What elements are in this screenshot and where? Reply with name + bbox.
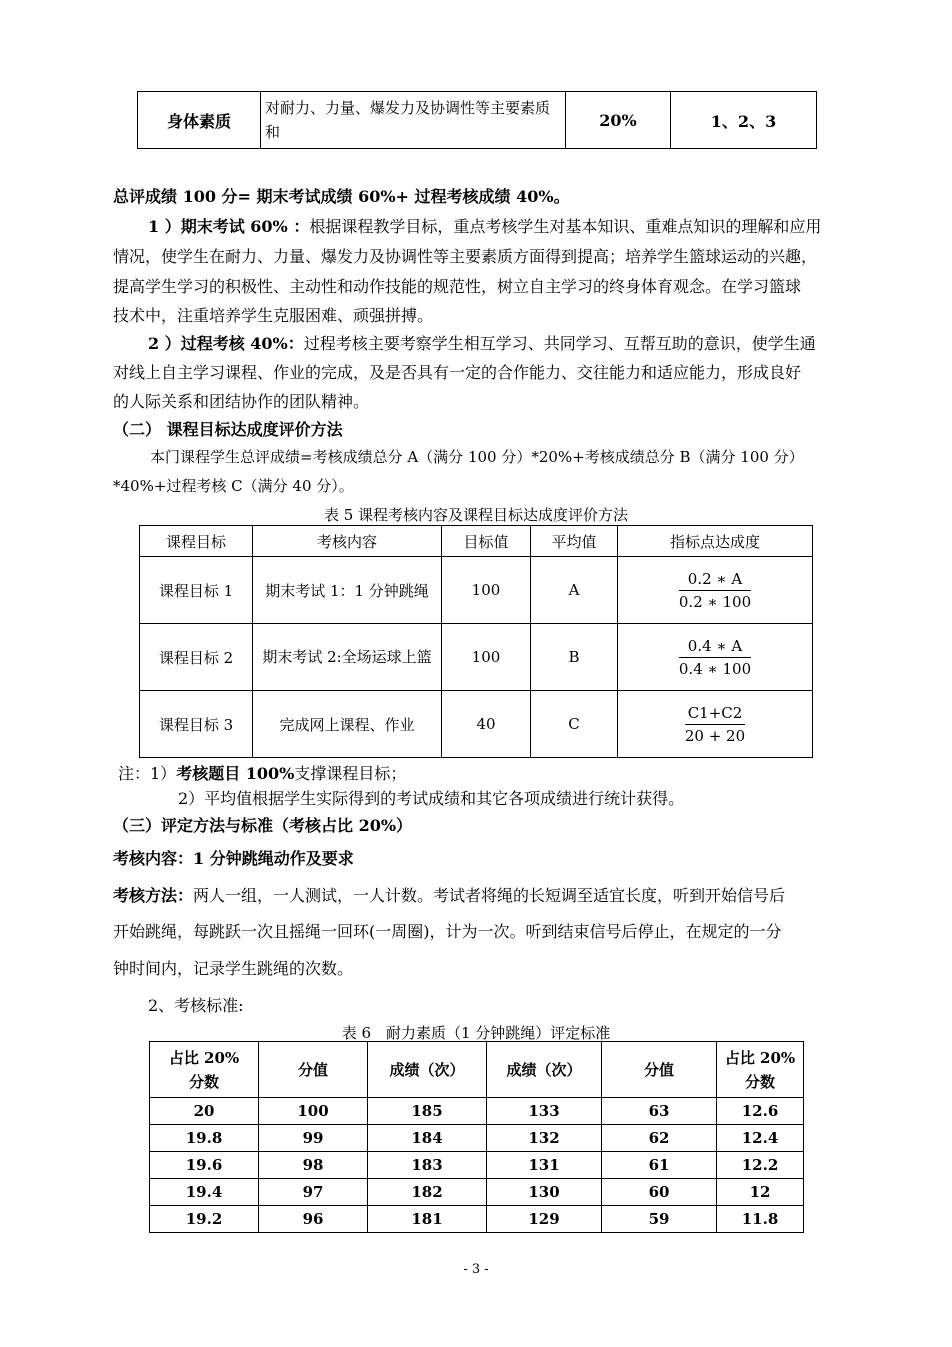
table-cell: 132: [487, 1125, 602, 1152]
table-cell: 62: [602, 1125, 717, 1152]
para1-text-1: 根据课程教学目标，重点考核学生对基本知识、重难点知识的理解和应用: [309, 217, 822, 236]
table-row: [150, 1152, 804, 1179]
table-row: [150, 1206, 804, 1233]
table-cell: 182: [368, 1179, 487, 1206]
t5-degree: [618, 624, 813, 691]
para2-line1: [148, 331, 876, 354]
t5-degree: [618, 557, 813, 624]
note1-prefix: 注：1）: [118, 764, 177, 783]
table-cell: 19.6: [150, 1152, 259, 1179]
table-cell: 19.2: [150, 1206, 259, 1233]
table-cell: 11.8: [717, 1206, 804, 1233]
table-cell: 12: [717, 1179, 804, 1206]
table-cell: 100: [259, 1098, 368, 1125]
table-cell: 133: [487, 1098, 602, 1125]
standard-label: 2、考核标准:: [148, 996, 244, 1015]
table-cell: 129: [487, 1206, 602, 1233]
note-1: [118, 761, 846, 784]
fraction-denominator: 0.2 ∗ 100: [678, 592, 752, 611]
top-cell-goals: 1、2、3: [671, 92, 817, 149]
section3-title: （三）评定方法与标准（考核占比 20%）: [113, 816, 413, 835]
t6-h-result-a: 成绩（次）: [368, 1042, 487, 1098]
top-cell-ratio: 20%: [566, 92, 671, 149]
fraction-denominator: 20 + 20: [684, 726, 746, 745]
section2-line2: *40%+过程考核 C（满分 40 分）。: [113, 477, 354, 495]
table-cell: 19.8: [150, 1125, 259, 1152]
t5-goal: 课程目标 3: [140, 691, 253, 758]
section2-line1: 本门课程学生总评成绩=考核成绩总分 A（满分 100 分）*20%+考核成绩总分 B（满分 100 分）: [150, 448, 804, 466]
exam-method-line3: 钟时间内，记录学生跳绳的次数。: [113, 959, 354, 978]
t5-degree: [618, 691, 813, 758]
para2-head: 2 ）过程考核 40%：: [148, 334, 304, 353]
table-cell: 181: [368, 1206, 487, 1233]
table-cell: 96: [259, 1206, 368, 1233]
fraction: [679, 637, 751, 678]
table-cell: 97: [259, 1179, 368, 1206]
table-row: [140, 624, 813, 691]
table-cell: 183: [368, 1152, 487, 1179]
t5-avg: A: [531, 557, 618, 624]
note1-rest: 支撑课程目标；: [294, 764, 407, 783]
t5-avg: C: [531, 691, 618, 758]
table-cell: 12.4: [717, 1125, 804, 1152]
t5-h-content: 考核内容: [253, 526, 442, 557]
table-cell: 12.2: [717, 1152, 804, 1179]
top-cell-content: 对耐力、力量、爆发力及协调性等主要素质和: [261, 92, 566, 149]
top-table: [137, 91, 817, 149]
table-cell: 184: [368, 1125, 487, 1152]
para2-text-1: 过程考核主要考察学生相互学习、共同学习、互帮互助的意识，使学生通: [303, 334, 816, 353]
table-cell: 98: [259, 1152, 368, 1179]
table-row: [140, 557, 813, 624]
table-cell: 63: [602, 1098, 717, 1125]
t5-target: 100: [442, 557, 531, 624]
table-row: [150, 1098, 804, 1125]
note1-bold: 考核题目 100%: [176, 764, 295, 783]
t6-h-score-a: 占比 20% 分数: [150, 1042, 259, 1098]
para2-line3: 的人际关系和团结协作的团队精神。: [113, 392, 370, 411]
table-cell: 131: [487, 1152, 602, 1179]
t5-h-target: 目标值: [442, 526, 531, 557]
exam-content: 考核内容：1 分钟跳绳动作及要求: [113, 849, 354, 868]
t5-content: 完成网上课程、作业: [253, 691, 442, 758]
table6-header-row: [150, 1042, 804, 1098]
t5-content: 期末考试 2:全场运球上篮: [253, 624, 442, 691]
fraction: [685, 704, 745, 745]
fraction-numerator: 0.4 ∗ A: [679, 637, 751, 658]
table-cell: 59: [602, 1206, 717, 1233]
t5-h-avg: 平均值: [531, 526, 618, 557]
para2-line2: 对线上自主学习课程、作业的完成，及是否具有一定的合作能力、交往能力和适应能力，形成良好: [113, 363, 802, 382]
table5-header-row: [140, 526, 813, 557]
table5-caption: 表 5 课程考核内容及课程目标达成度评价方法: [323, 506, 629, 524]
table-row: [150, 1179, 804, 1206]
t5-goal: 课程目标 2: [140, 624, 253, 691]
fraction: [679, 570, 751, 611]
t6-h-points-a: 分值: [259, 1042, 368, 1098]
exam-method-line2: 开始跳绳，每跳跃一次且摇绳一回环(一周圈)，计为一次。听到结束信号后停止，在规定的一分: [113, 922, 782, 941]
para1-line3: 提高学生学习的积极性、主动性和动作技能的规范性，树立自主学习的终身体育观念。在学习篮球: [113, 277, 802, 296]
table-cell: 61: [602, 1152, 717, 1179]
section2-title: （二） 课程目标达成度评价方法: [113, 420, 343, 439]
fraction-denominator: 0.4 ∗ 100: [678, 659, 752, 678]
table-row: [140, 691, 813, 758]
table5: [139, 525, 813, 758]
table-cell: 60: [602, 1179, 717, 1206]
total-score-line: 总评成绩 100 分= 期末考试成绩 60%+ 过程考核成绩 40%。: [113, 187, 570, 206]
t6-h-points-b: 分值: [602, 1042, 717, 1098]
page-number: - 3 -: [463, 1262, 489, 1277]
table-cell: 12.6: [717, 1098, 804, 1125]
t5-target: 40: [442, 691, 531, 758]
note-2: 2）平均值根据学生实际得到的考试成绩和其它各项成绩进行统计获得。: [178, 789, 685, 808]
t5-target: 100: [442, 624, 531, 691]
table-cell: 20: [150, 1098, 259, 1125]
fraction-numerator: 0.2 ∗ A: [679, 570, 751, 591]
para1-line4: 技术中，注重培养学生克服困难、顽强拼搏。: [113, 306, 434, 325]
top-cell-item: 身体素质: [138, 92, 261, 149]
t5-h-degree: 指标点达成度: [618, 526, 813, 557]
t5-goal: 课程目标 1: [140, 557, 253, 624]
para1-line2: 情况，使学生在耐力、力量、爆发力及协调性等主要素质方面得到提高；培养学生篮球运动的兴趣，: [113, 247, 818, 266]
t6-h-score-b: 占比 20% 分数: [717, 1042, 804, 1098]
t5-h-goal: 课程目标: [140, 526, 253, 557]
para1-line1: [148, 214, 876, 237]
para1-head: 1 ）期末考试 60% ：: [148, 217, 310, 236]
table-row: [150, 1125, 804, 1152]
table-cell: 99: [259, 1125, 368, 1152]
table-cell: 19.4: [150, 1179, 259, 1206]
table6-caption: 表 6 耐力素质（1 分钟跳绳）评定标准: [341, 1024, 611, 1042]
exam-method-text-1: 两人一组，一人测试，一人计数。考试者将绳的长短调至适宜长度，听到开始信号后: [193, 886, 786, 905]
t5-content: 期末考试 1：1 分钟跳绳: [253, 557, 442, 624]
t5-avg: B: [531, 624, 618, 691]
t6-h-result-b: 成绩（次）: [487, 1042, 602, 1098]
exam-method-line1: [113, 883, 841, 906]
fraction-numerator: C1+C2: [685, 704, 745, 725]
table-cell: 130: [487, 1179, 602, 1206]
table6: [149, 1041, 804, 1233]
exam-method-head: 考核方法：: [113, 886, 194, 905]
table-cell: 185: [368, 1098, 487, 1125]
